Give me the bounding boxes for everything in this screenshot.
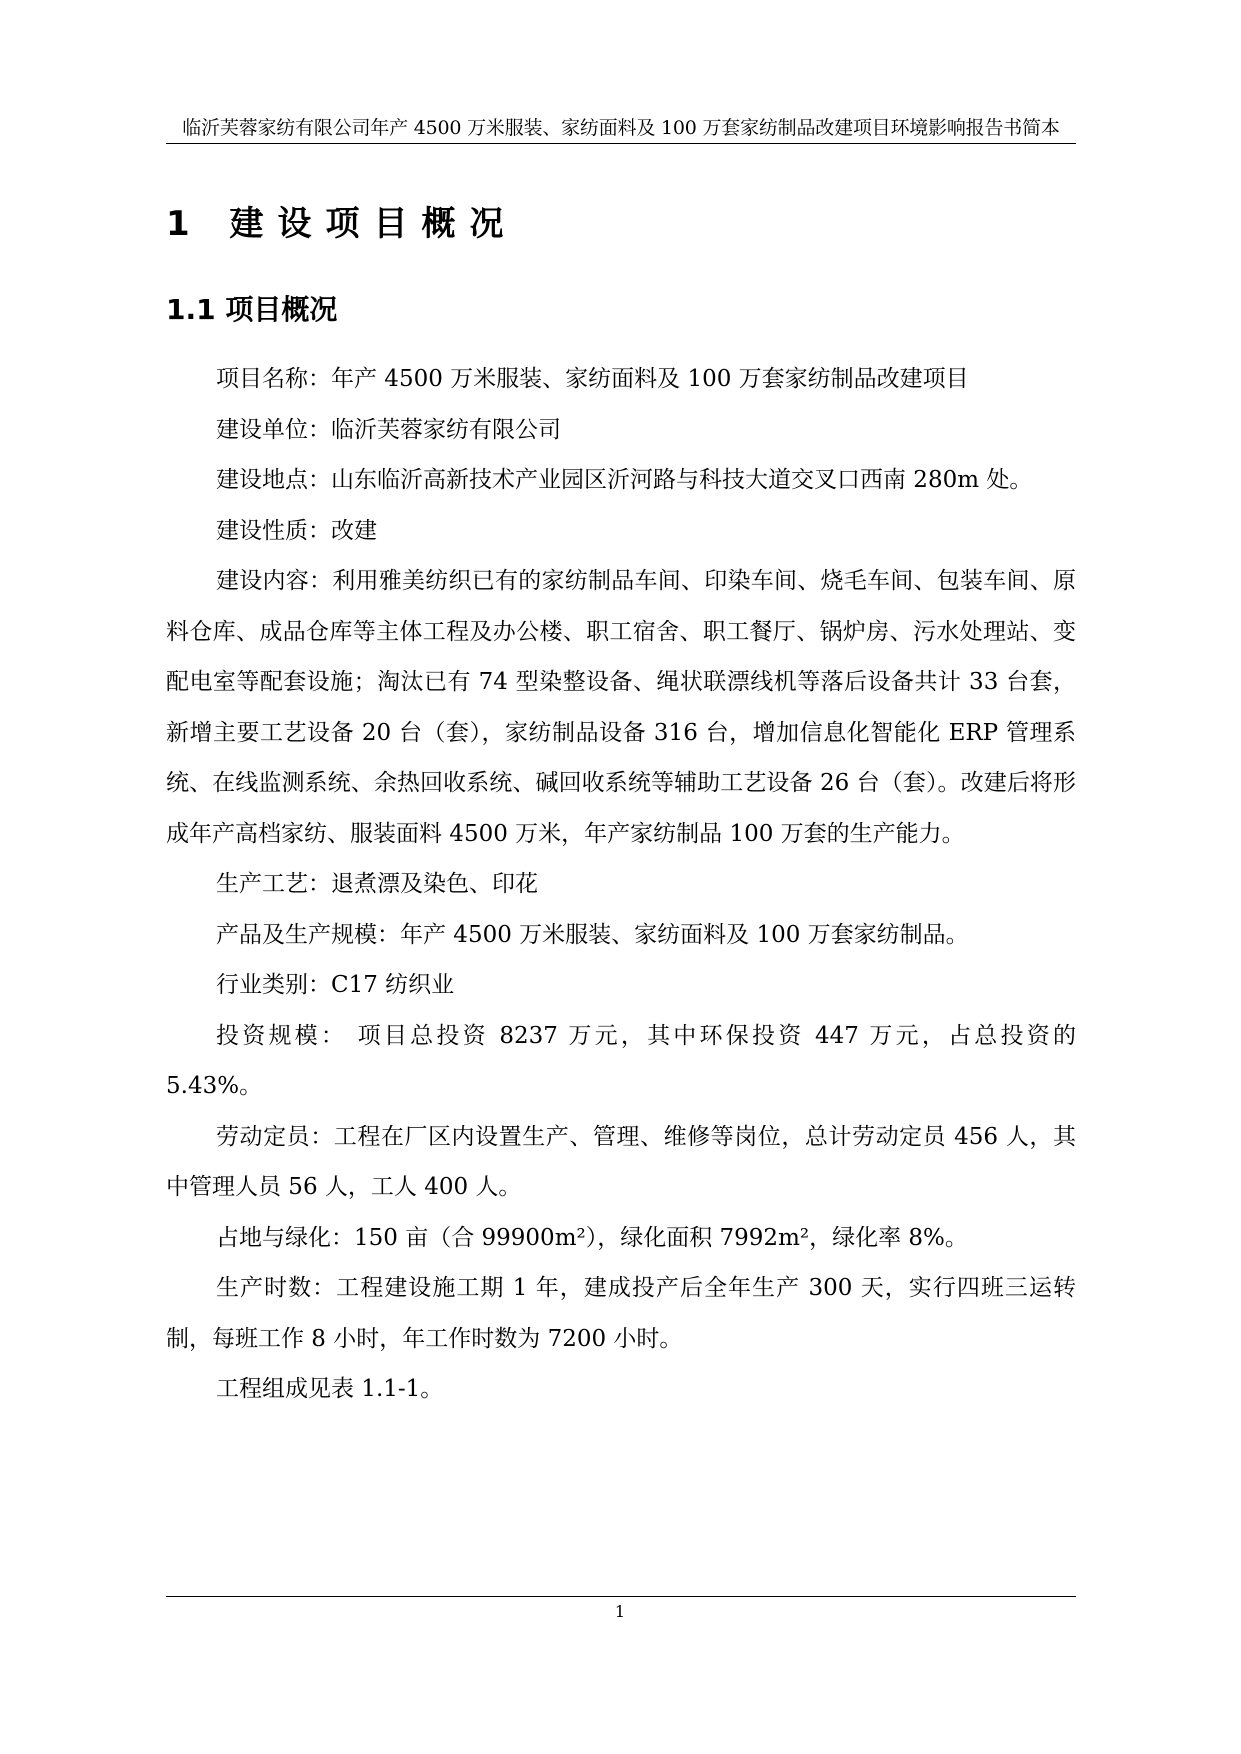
header-divider (166, 143, 1076, 144)
paragraph-builder: 建设单位：临沂芙蓉家纺有限公司 (216, 416, 561, 443)
running-header: 临沂芙蓉家纺有限公司年产 4500 万米服装、家纺面料及 100 万套家纺制品改建项目环境影响报告书简本 (182, 117, 1060, 139)
chapter-title: 1 建设项目概况 (166, 204, 518, 244)
paragraph-location: 建设地点：山东临沂高新技术产业园区沂河路与科技大道交叉口西南 280m 处。 (216, 467, 1033, 493)
paragraph-staffing: 劳动定员：工程在厂区内设置生产、管理、维修等岗位，总计劳动定员 456 人，其中管理人员 56 人，工人 400 人。 (166, 1123, 1076, 1200)
page-number: 1 (614, 1602, 626, 1621)
paragraph-industry: 行业类别：C17 纺织业 (216, 972, 455, 998)
paragraph-process: 生产工艺：退煮漂及染色、印花 (216, 871, 538, 897)
paragraph-table-reference: 工程组成见表 1.1-1。 (216, 1376, 444, 1402)
footer-divider (166, 1596, 1076, 1597)
paragraph-investment: 投资规模： 项目总投资 8237 万元，其中环保投资 447 万元，占总投资的 5.43%。 (166, 1022, 1076, 1099)
paragraph-content: 建设内容：利用雅美纺织已有的家纺制品车间、印染车间、烧毛车间、包装车间、原料仓库、成品仓库等主体工程及办公楼、职工宿舍、职工餐厅、锅炉房、污水处理站、变配电室等配套设施；淘汰已有 74 型染整设备、绳状联漂线机等落后设备共计 33 台套，新增主要工艺设备 20 台（套），家纺制品设备 316 台，增加信息化智能化 ERP 管理系统、在线监测系统、余热回收系统、碱回收系统等辅助工艺设备 26 台（套）。改建后将形成年产高档家纺、服装面料 4500 万米，年产家纺制品 100 万套的生产能力。 (166, 568, 1076, 847)
paragraph-scale: 产品及生产规模：年产 4500 万米服装、家纺面料及 100 万套家纺制品。 (216, 921, 969, 948)
paragraph-nature: 建设性质：改建 (216, 517, 377, 544)
paragraph-project-name: 项目名称：年产 4500 万米服装、家纺面料及 100 万套家纺制品改建项目 (216, 366, 969, 392)
section-title: 1.1 项目概况 (166, 293, 338, 326)
paragraph-working-hours: 生产时数：工程建设施工期 1 年，建成投产后全年生产 300 天，实行四班三运转制，每班工作 8 小时，年工作时数为 7200 小时。 (166, 1275, 1076, 1352)
paragraph-land-greening: 占地与绿化：150 亩（合 99900m²），绿化面积 7992m²，绿化率 8%。 (216, 1224, 968, 1251)
body-text (166, 354, 1076, 1415)
